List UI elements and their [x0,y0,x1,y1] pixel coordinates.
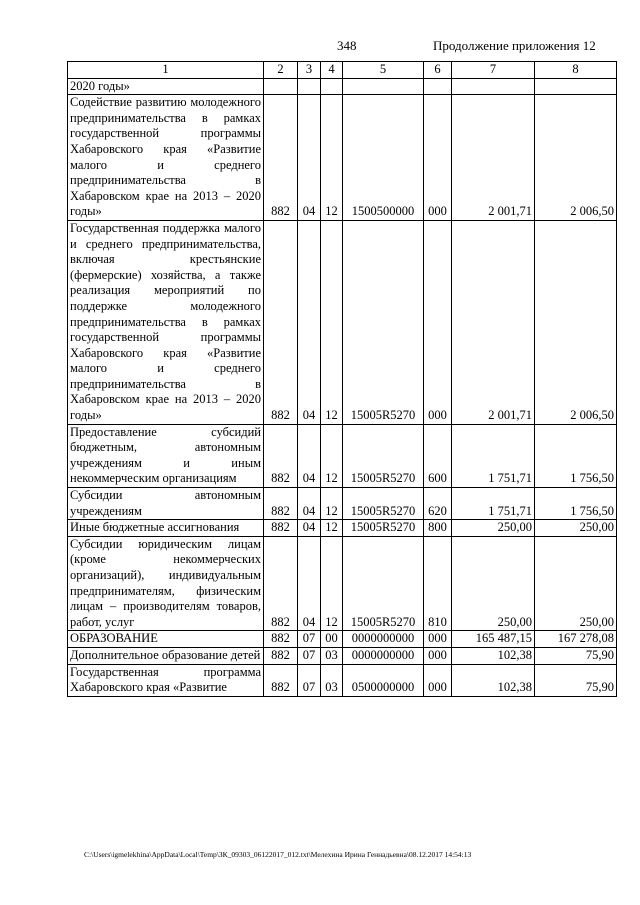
cell-amount-2: 1 756,50 [535,424,617,487]
cell-subsection: 00 [321,631,343,648]
cell-amount-1: 2 001,71 [452,220,535,424]
cell-subsection: 12 [321,488,343,520]
table-row [68,647,617,664]
cell-amount-2: 250,00 [535,536,617,631]
page-number: 348 [337,38,357,53]
cell-target-code: 15005R5270 [343,220,424,424]
cell-amount-1: 2 001,71 [452,95,535,221]
cell-expense-type [424,78,452,95]
cell-section: 04 [298,220,321,424]
cell-expense-type: 000 [424,647,452,664]
row-name: Содействие развитию молодежного предпринимательства в рамках государственной программы Хабаровского края «Развитие малого и среднего предпринимательства в Хабаровском крае на 2013 – 2020 годы» [68,95,264,221]
cell-ministry: 882 [264,520,298,537]
cell-amount-2: 167 278,08 [535,631,617,648]
row-name: Государственная программа Хабаровского края «Развитие [68,664,264,696]
cell-ministry: 882 [264,220,298,424]
cell-expense-type: 000 [424,631,452,648]
cell-amount-1: 102,38 [452,664,535,696]
cell-subsection: 03 [321,664,343,696]
cell-ministry: 882 [264,95,298,221]
cell-ministry: 882 [264,647,298,664]
cell-section: 04 [298,488,321,520]
row-name: Государственная поддержка малого и среднего предпринимательства, включая крестьянские (фермерские) хозяйства, а также реализация мероприятий по поддержке молодежного предпринимательства в рамках государственной программы Хабаровского края «Развитие малого и среднего предпринимательства в Хабаровском крае на 2013 – 2020 годы» [68,220,264,424]
col-header-1: 1 [68,62,264,79]
cell-amount-2: 250,00 [535,520,617,537]
column-number-row [68,62,617,79]
cell-section: 04 [298,95,321,221]
cell-ministry: 882 [264,424,298,487]
table-row [68,220,617,424]
cell-amount-1: 250,00 [452,536,535,631]
cell-subsection: 12 [321,95,343,221]
table-row [68,664,617,696]
table-row [68,520,617,537]
col-header-2: 2 [264,62,298,79]
table-row [68,631,617,648]
cell-ministry: 882 [264,536,298,631]
cell-section: 07 [298,631,321,648]
cell-ministry: 882 [264,631,298,648]
cell-section: 04 [298,424,321,487]
table-row [68,536,617,631]
table-row [68,78,617,95]
table-row [68,424,617,487]
cell-target-code: 0000000000 [343,631,424,648]
cell-section: 04 [298,520,321,537]
cell-subsection: 12 [321,424,343,487]
cell-target-code: 15005R5270 [343,488,424,520]
table-row [68,95,617,221]
col-header-7: 7 [452,62,535,79]
col-header-3: 3 [298,62,321,79]
cell-subsection [321,78,343,95]
cell-target-code: 1500500000 [343,95,424,221]
col-header-6: 6 [424,62,452,79]
cell-amount-1: 1 751,71 [452,424,535,487]
cell-amount-1 [452,78,535,95]
col-header-4: 4 [321,62,343,79]
cell-target-code: 0000000000 [343,647,424,664]
row-name: 2020 годы» [68,78,264,95]
cell-expense-type: 000 [424,220,452,424]
cell-amount-2: 2 006,50 [535,220,617,424]
cell-amount-2 [535,78,617,95]
cell-expense-type: 600 [424,424,452,487]
cell-amount-1: 102,38 [452,647,535,664]
cell-ministry [264,78,298,95]
cell-target-code: 15005R5270 [343,520,424,537]
cell-target-code: 15005R5270 [343,424,424,487]
row-name: Иные бюджетные ассигнования [68,520,264,537]
cell-amount-2: 1 756,50 [535,488,617,520]
row-name: Субсидии юридическим лицам (кроме некоммерческих организаций), индивидуальным предпринимателям, физическим лицам – производителям товаров, работ, услуг [68,536,264,631]
cell-amount-1: 165 487,15 [452,631,535,648]
cell-section: 04 [298,536,321,631]
row-name: Субсидии автономным учреждениям [68,488,264,520]
cell-section [298,78,321,95]
row-name: Предоставление субсидий бюджетным, автономным учреждениям и иным некоммерческим организациям [68,424,264,487]
budget-table [67,61,617,697]
cell-target-code [343,78,424,95]
cell-expense-type: 000 [424,95,452,221]
cell-amount-1: 1 751,71 [452,488,535,520]
footer-file-path: C:\Users\igmelekhina\AppData\Local\Temp\ЗК_09303_06122017_012.txt\Мелехина Ирина Геннадьевна\08.12.2017 14:54:13 [84,850,472,859]
table-row [68,488,617,520]
cell-subsection: 12 [321,536,343,631]
col-header-8: 8 [535,62,617,79]
row-name: Дополнительное образование детей [68,647,264,664]
cell-amount-2: 75,90 [535,664,617,696]
cell-subsection: 12 [321,220,343,424]
continuation-label: Продолжение приложения 12 [433,38,596,53]
cell-target-code: 15005R5270 [343,536,424,631]
cell-expense-type: 620 [424,488,452,520]
cell-subsection: 12 [321,520,343,537]
cell-section: 07 [298,664,321,696]
cell-expense-type: 800 [424,520,452,537]
cell-amount-1: 250,00 [452,520,535,537]
col-header-5: 5 [343,62,424,79]
cell-amount-2: 2 006,50 [535,95,617,221]
cell-expense-type: 000 [424,664,452,696]
cell-ministry: 882 [264,664,298,696]
row-name: ОБРАЗОВАНИЕ [68,631,264,648]
cell-amount-2: 75,90 [535,647,617,664]
cell-ministry: 882 [264,488,298,520]
cell-subsection: 03 [321,647,343,664]
cell-expense-type: 810 [424,536,452,631]
cell-target-code: 0500000000 [343,664,424,696]
cell-section: 07 [298,647,321,664]
